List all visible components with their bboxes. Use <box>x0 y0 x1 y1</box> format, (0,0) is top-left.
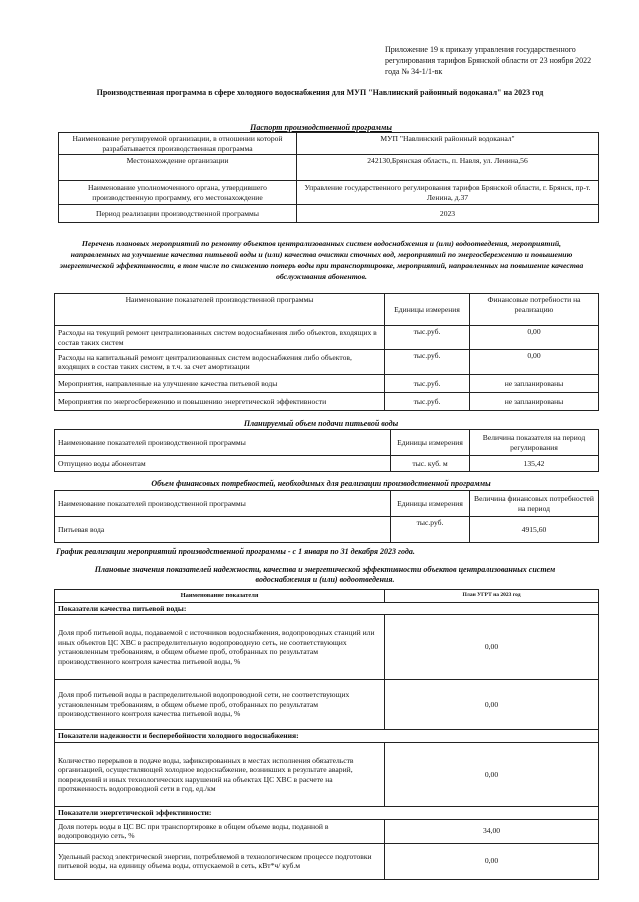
passport-row <box>59 181 599 205</box>
plan-value: 0,00 <box>385 843 599 879</box>
plan-title: Плановые значения показателей надежности, качества и энергетической эффективности объектов централизованных систем водоснабжения и (или) водоотведения. <box>94 565 556 584</box>
plan-value: 0,00 <box>385 680 599 730</box>
volume-header-value: Величина показателя на период регулирования <box>470 430 599 456</box>
measures-value: 0,00 <box>470 326 599 350</box>
measures-name: Расходы на текущий ремонт централизованных систем водоснабжения либо объектов, входящих в состав таких систем <box>55 326 385 350</box>
volume-unit: тыс. куб. м <box>391 456 470 472</box>
passport-value: МУП "Навлинский районный водоканал" <box>297 133 599 155</box>
finance-header-row <box>55 491 599 517</box>
volume-row <box>55 456 599 472</box>
plan-group-title: Показатели качества питьевой воды: <box>55 602 599 615</box>
plan-header-name: Наименование показателя <box>55 590 385 603</box>
plan-row <box>55 680 599 730</box>
finance-header-name: Наименование показателей производственной программы <box>55 491 391 517</box>
passport-row <box>59 205 599 223</box>
measures-unit: тыс.руб. <box>385 375 470 393</box>
plan-row <box>55 843 599 879</box>
measures-row <box>55 326 599 350</box>
measures-header-value: Финансовые потребности на реализацию <box>470 294 599 326</box>
measures-description: Перечень плановых мероприятий по ремонту объектов централизованных систем водоснабжения и (или) водоотведения, мероприятий, направленных на улучшение качества питьевой воды и (или) качества очистки сточных вод, мероприятий по энергосбережению и повышению энергетической эффективности, в том числе по снижению потерь воды при транспортировке, мероприятий, направленных на повышение качества обслуживания абонентов. <box>59 239 584 281</box>
finance-title: Объем финансовых потребностей, необходимых для реализации производственной программы <box>151 479 491 488</box>
finance-value: 4915,60 <box>470 517 599 543</box>
plan-name: Количество перерывов в подаче воды, зафиксированных в местах исполнения обязательств организацией, осуществляющей холодное водоснабжение, возникших в результате аварий, повреждений и иных технологических нарушений на объектах ЦС ХВС в расчете на протяженность водопроводной сети в год, ед./км <box>55 743 385 807</box>
passport-value: 242130,Брянская область, п. Навля, ул. Ленина,56 <box>297 155 599 181</box>
passport-label: Наименование регулируемой организации, в отношении которой разрабатывается производственная программа <box>59 133 297 155</box>
passport-value: Управление государственного регулирования тарифов Брянской области, г. Брянск, пр-т. Ленина, д.37 <box>297 181 599 205</box>
plan-row <box>55 819 599 843</box>
measures-table <box>54 293 599 411</box>
measures-name: Расходы на капитальный ремонт централизованных систем водоснабжения либо объектов, входящих в состав таких систем, в т.ч. за счет амортизации <box>55 350 385 375</box>
passport-row <box>59 155 599 181</box>
plan-group-row <box>55 602 599 615</box>
volume-title: Планируемый объем подачи питьевой воды <box>243 419 399 428</box>
finance-header-unit: Единицы измерения <box>391 491 470 517</box>
schedule-note: График реализации мероприятий производственной программы - с 1 января по 31 декабря 2023 года. <box>56 547 415 556</box>
measures-value: 0,00 <box>470 350 599 375</box>
plan-group-title: Показатели энергетической эффективности: <box>55 807 599 820</box>
passport-label: Период реализации производственной программы <box>59 205 297 223</box>
plan-name: Доля проб питьевой воды, подаваемой с источников водоснабжения, водопроводных станций или иных объектов ЦС ХВС в распределительную водопроводную сеть, не соответствующих установленным требованиям, в общем объеме проб, отобранных по результатам производственного контроля качества питьевой воды, % <box>55 615 385 680</box>
plan-name: Удельный расход электрической энергии, потребляемой в технологическом процессе подготовки питьевой воды, на единицу объема воды, отпускаемой в сеть, кВт*ч/ куб.м <box>55 843 385 879</box>
measures-unit: тыс.руб. <box>385 393 470 411</box>
main-title: Производственная программа в сфере холодного водоснабжения для МУП "Навлинский районный водоканал" на 2023 год <box>96 88 544 97</box>
volume-header-name: Наименование показателей производственной программы <box>55 430 391 456</box>
measures-unit: тыс.руб. <box>385 326 470 350</box>
volume-header-unit: Единицы измерения <box>391 430 470 456</box>
measures-value: не запланированы <box>470 375 599 393</box>
volume-value: 135,42 <box>470 456 599 472</box>
passport-label: Наименование уполномоченного органа, утвердившего производственную программу, его местонахождение <box>59 181 297 205</box>
plan-header-value: План УГРТ на 2023 год <box>385 590 599 603</box>
measures-header-name: Наименование показателей производственной программы <box>55 294 385 326</box>
measures-row <box>55 375 599 393</box>
measures-row <box>55 350 599 375</box>
measures-header-unit: Единицы измерения <box>385 294 470 326</box>
finance-header-value: Величина финансовых потребностей на период <box>470 491 599 517</box>
plan-name: Доля потерь воды в ЦС ВС при транспортировке в общем объеме воды, поданной в водопроводную сеть, % <box>55 819 385 843</box>
plan-name: Доля проб питьевой воды в распределительной водопроводной сети, не соответствующих установленным требованиям, в общем объеме проб, отобранных по результатам производственного контроля качества питьевой воды, % <box>55 680 385 730</box>
passport-title: Паспорт производственной программы <box>250 123 392 132</box>
measures-value: не запланированы <box>470 393 599 411</box>
measures-header-row <box>55 294 599 326</box>
plan-group-row <box>55 730 599 743</box>
plan-value: 0,00 <box>385 615 599 680</box>
plan-group-title: Показатели надежности и бесперебойности холодного водоснабжения: <box>55 730 599 743</box>
appendix-note: Приложение 19 к приказу управления государственного регулирования тарифов Брянской области от 23 ноября 2022 года № 34-1/1-вк <box>385 45 592 76</box>
finance-table <box>54 490 599 543</box>
volume-header-row <box>55 430 599 456</box>
finance-unit: тыс.руб. <box>391 517 470 543</box>
plan-value: 34,00 <box>385 819 599 843</box>
measures-name: Мероприятия по энергосбережению и повышению энергетической эффективности <box>55 393 385 411</box>
finance-row <box>55 517 599 543</box>
passport-value: 2023 <box>297 205 599 223</box>
plan-row <box>55 615 599 680</box>
measures-unit: тыс.руб. <box>385 350 470 375</box>
measures-row <box>55 393 599 411</box>
volume-name: Отпущено воды абонентам <box>55 456 391 472</box>
plan-row <box>55 743 599 807</box>
plan-header-row <box>55 590 599 603</box>
passport-row <box>59 133 599 155</box>
finance-name: Питьевая вода <box>55 517 391 543</box>
plan-table <box>54 589 599 880</box>
plan-value: 0,00 <box>385 743 599 807</box>
measures-name: Мероприятия, направленные на улучшение качества питьевой воды <box>55 375 385 393</box>
passport-label: Местонахождение организации <box>59 155 297 181</box>
passport-table <box>58 132 599 223</box>
volume-table <box>54 429 599 472</box>
plan-group-row <box>55 807 599 820</box>
